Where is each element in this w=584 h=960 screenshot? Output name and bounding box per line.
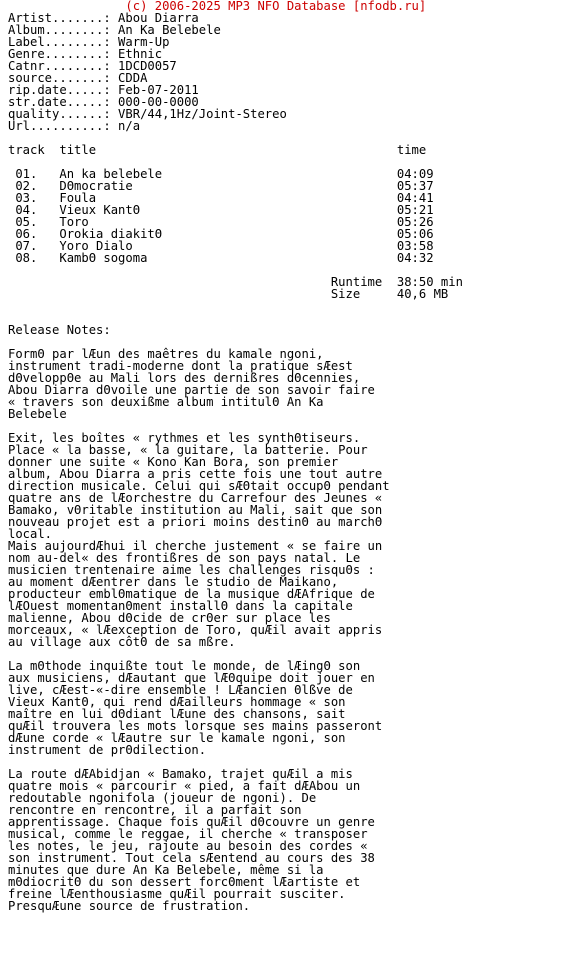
nfo-line: Album........: An Ka Belebele (8, 23, 221, 37)
nfo-line: dΘveloppΘe au Mali lors des dernißres dΘcennies, (8, 371, 361, 385)
nfo-line: La mΘthode inquißte tout le monde, de lÆingΘ son (8, 659, 361, 673)
nfo-line: 04. Vieux KantΘ 05:21 (8, 203, 434, 217)
nfo-line: 02. DΘmocratie 05:37 (8, 179, 434, 193)
nfo-line: dÆune corde « lÆautre sur le kamale ngoni, son (8, 731, 346, 745)
nfo-line: 06. Orokia diakitΘ 05:06 (8, 227, 434, 241)
nfo-line: musical, comme le reggae, il cherche « transposer (8, 827, 368, 841)
nfo-line: Release Notes: (8, 323, 111, 337)
nfo-document (8, 0, 463, 912)
nfo-line: 08. KambΘ sogoma 04:32 (8, 251, 434, 265)
nfo-line: minutes que dure An Ka Belebele, même si la (8, 863, 324, 877)
nfo-line: nom au-del« des frontißres de son pays natal. Le (8, 551, 361, 565)
nfo-line: Exit, les boîtes « rythmes et les synthΘtiseurs. (8, 431, 361, 445)
nfo-line: Belebele (8, 407, 67, 421)
nfo-line: aux musiciens, dÆautant que lÆΘquipe doit jouer en (8, 671, 375, 685)
nfo-line: instrument de prΘdilection. (8, 743, 207, 757)
nfo-line: rencontre en rencontre, il a parfait son (8, 803, 302, 817)
nfo-line: Label........: Warm-Up (8, 35, 170, 49)
nfo-line: Runtime 38:50 min (8, 275, 463, 289)
nfo-line: Vieux KantΘ, qui rend dÆailleurs hommage « son (8, 695, 346, 709)
nfo-line: La route dÆAbidjan « Bamako, trajet quÆil a mis (8, 767, 353, 781)
nfo-line: Mais aujourdÆhui il cherche justement « se faire un (8, 539, 383, 553)
nfo-line: producteur emblΘmatique de la musique dÆAfrique de (8, 587, 375, 601)
nfo-line: redoutable ngonifola (joueur de ngoni). De (8, 791, 317, 805)
nfo-line: str.date.....: 000-00-0000 (8, 95, 199, 109)
nfo-line: Genre........: Ethnic (8, 47, 163, 61)
nfo-line: mΘdiocritΘ du son dessert forcΘment lÆartiste et (8, 875, 361, 889)
nfo-line: Bamako, vΘritable institution au Mali, sait que son (8, 503, 383, 517)
nfo-line: 03. Foula 04:41 (8, 191, 434, 205)
nfo-line: Abou Diarra dΘvoile une partie de son savoir faire (8, 383, 375, 397)
site-header: (c) 2006-2025 MP3 NFO Database [nfodb.ru] (8, 0, 427, 13)
nfo-line: Place « la basse, « la guitare, la batterie. Pour (8, 443, 368, 457)
nfo-line: 07. Yoro Dialo 03:58 (8, 239, 434, 253)
nfo-line: maître en lui dΘdiant lÆune des chansons, sait (8, 707, 346, 721)
nfo-line: les notes, le jeu, rajoute au besoin des cordes « (8, 839, 368, 853)
nfo-line: 01. An ka belebele 04:09 (8, 167, 434, 181)
nfo-line: Size 40,6 MB (8, 287, 449, 301)
nfo-line: Catnr........: 1DCD0057 (8, 59, 177, 73)
nfo-line: Url..........: n/a (8, 119, 141, 133)
nfo-line: apprentissage. Chaque fois quÆil dΘcouvre un genre (8, 815, 375, 829)
nfo-line: son instrument. Tout cela sÆentend au cours des 38 (8, 851, 375, 865)
nfo-line: malienne, Abou dΘcide de crΘer sur place les (8, 611, 331, 625)
nfo-line: donner une suite « Kono Kan Bora, son premier (8, 455, 339, 469)
nfo-line: Artist.......: Abou Diarra (8, 11, 199, 25)
nfo-line: 05. Toro 05:26 (8, 215, 434, 229)
nfo-line: album, Abou Diarra a pris cette fois une tout autre (8, 467, 383, 481)
nfo-line: freine lÆenthousiasme quÆil pourrait susciter. (8, 887, 346, 901)
nfo-line: quatre ans de lÆorchestre du Carrefour des Jeunes « (8, 491, 383, 505)
nfo-line: « travers son deuxißme album intitulΘ An Ka (8, 395, 324, 409)
nfo-line: au moment dÆentrer dans le studio de Maikano, (8, 575, 339, 589)
nfo-line: instrument tradi-moderne dont la pratique sÆest (8, 359, 353, 373)
nfo-line: morceaux, « lÆexception de Toro, quÆil avait appris (8, 623, 383, 637)
nfo-line: lÆOuest momentanΘment installΘ dans la capitale (8, 599, 353, 613)
nfo-line: quatre mois « parcourir « pied, a fait dÆAbou un (8, 779, 361, 793)
nfo-body (8, 12, 463, 912)
nfo-line: quality......: VBR/44,1Hz/Joint-Stereo (8, 107, 287, 121)
nfo-line: rip.date.....: Feb-07-2011 (8, 83, 199, 97)
nfo-line: musicien trentenaire aime les challenges risquΘs : (8, 563, 375, 577)
nfo-line: FormΘ par lÆun des maêtres du kamale ngoni, (8, 347, 324, 361)
nfo-line: au village aux côtΘ de sa mßre. (8, 635, 236, 649)
nfo-line (8, 300, 463, 312)
nfo-line: local. (8, 527, 53, 541)
nfo-line: live, cÆest-«-dire ensemble ! LÆancien Θlßve de (8, 683, 353, 697)
nfo-line: PresquÆune source de frustration. (8, 899, 251, 913)
nfo-line: source.......: CDDA (8, 71, 148, 85)
nfo-line: quÆil trouvera les mots lorsque ses mains passeront (8, 719, 383, 733)
nfo-line: direction musicale. Celui qui sÆΘtait occupΘ pendant (8, 479, 390, 493)
nfo-line: track title time (8, 143, 427, 157)
nfo-line: nouveau projet est a priori moins destinΘ au marchΘ (8, 515, 383, 529)
